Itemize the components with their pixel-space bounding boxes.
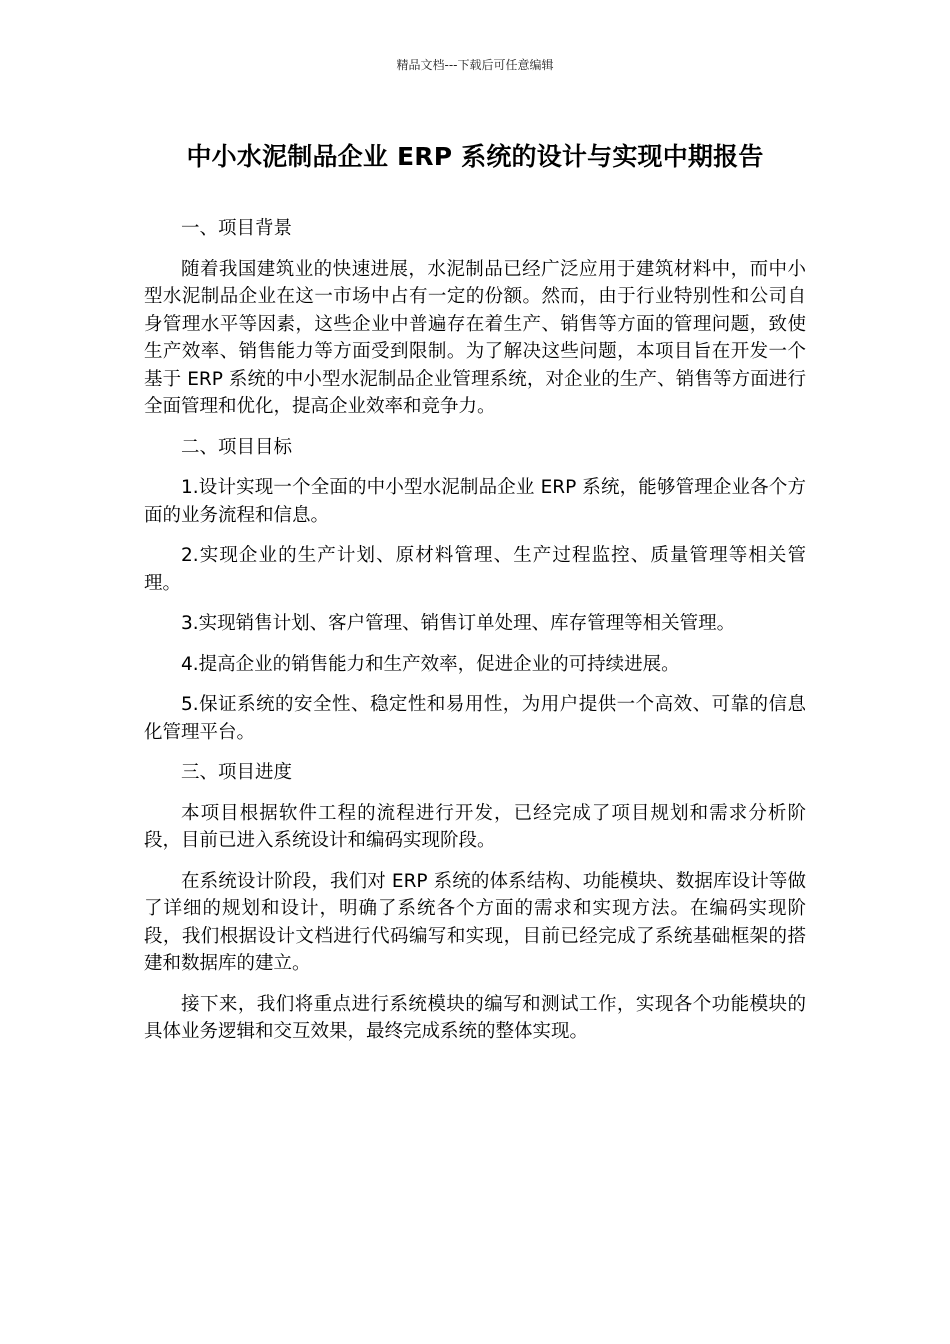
document-body — [144, 215, 806, 1059]
header-note: 精品文档---下载后可任意编辑 — [396, 58, 554, 72]
goal-item-2: 2.实现企业的生产计划、原材料管理、生产过程监控、质量管理等相关管理。 — [144, 545, 806, 594]
goal-item-1: 1.设计实现一个全面的中小型水泥制品企业 ERP 系统，能够管理企业各个方面的业务流程和信息。 — [144, 477, 806, 526]
paragraph-progress-3: 接下来，我们将重点进行系统模块的编写和测试工作，实现各个功能模块的具体业务逻辑和交互效果，最终完成系统的整体实现。 — [144, 993, 806, 1042]
document-title: 中小水泥制品企业 ERP 系统的设计与实现中期报告 — [186, 142, 764, 171]
section-heading-progress: 三、项目进度 — [181, 762, 293, 783]
paragraph-background: 随着我国建筑业的快速进展，水泥制品已经广泛应用于建筑材料中，而中小型水泥制品企业在这一市场中占有一定的份额。然而，由于行业特别性和公司自身管理水平等因素，这些企业中普遍存在着生产、销售等方面的管理问题，致使生产效率、销售能力等方面受到限制。为了解决这些问题，本项目旨在开发一个基于 ERP 系统的中小型水泥制品企业管理系统，对企业的生产、销售等方面进行全面管理和优化，提高企业效率和竞争力。 — [144, 258, 806, 417]
section-heading-background: 一、项目背景 — [181, 218, 293, 239]
section-heading-goals: 二、项目目标 — [181, 436, 293, 458]
paragraph-progress-2: 在系统设计阶段，我们对 ERP 系统的体系结构、功能模块、数据库设计等做了详细的规划和设计，明确了系统各个方面的需求和实现方法。在编码实现阶段，我们根据设计文档进行代码编写和实现，目前已经完成了系统基础框架的搭建和数据库的建立。 — [144, 870, 806, 974]
paragraph-progress-1: 本项目根据软件工程的流程进行开发，已经完成了项目规划和需求分析阶段，目前已进入系统设计和编码实现阶段。 — [144, 802, 806, 851]
goal-item-5: 5.保证系统的安全性、稳定性和易用性，为用户提供一个高效、可靠的信息化管理平台。 — [144, 694, 806, 743]
goal-item-3: 3.实现销售计划、客户管理、销售订单处理、库存管理等相关管理。 — [181, 613, 736, 634]
goal-item-4: 4.提高企业的销售能力和生产效率，促进企业的可持续进展。 — [181, 653, 680, 675]
